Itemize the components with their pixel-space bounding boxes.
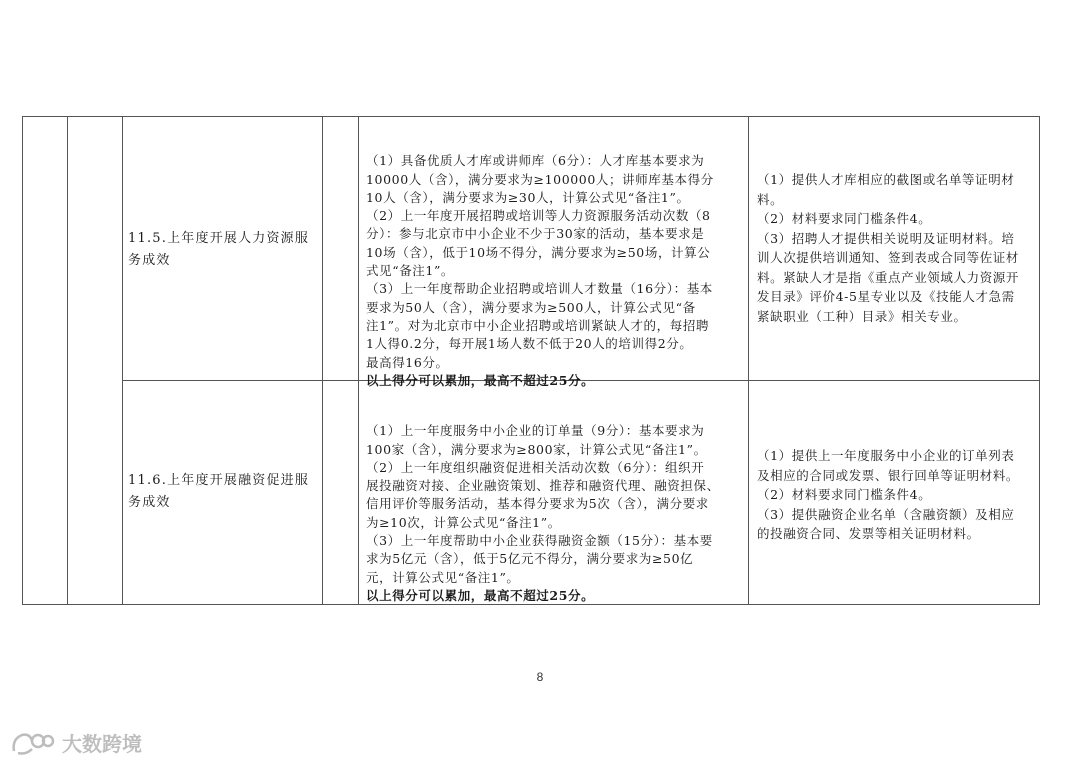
row-2-criteria-text: （1）上一年度服务中小企业的订单量（9分）：基本要求为 100家（含），满分要求为≥800家，计算公式见“备注1”。 （2）上一年度组织融资促进相关活动次数（6分）：组织开 展投融资对接、企业融资策划、推荐和融资代理、融资担保、 信用评价等服务活动，基本得分要求为5次（含），满分要求 为≥10次，计算公式见“备注1”。 （3）上一年度帮助中小企业获得融资金额（15分）：基本要 求为5亿元（含），低于5亿元不得分，满分要求为≥50亿 元，计算公式见“备注1”。 bbox=[366, 423, 720, 585]
row-2-criteria-summary: 以上得分可以累加，最高不超过25分。 bbox=[366, 587, 595, 603]
row-1-materials: （1）提供人才库相应的截图或名单等证明材 料。 （2）材料要求同门槛条件4。 （3）招聘人才提供相关说明及证明材料。培 训人次提供培训通知、签到表或合同等佐证材 料。紧缺人才是指《重点产业领域人力资源开 发目录》评价4-5星专业以及《技能人才急需 紧缺职业（工种）目录》相关专业。 bbox=[757, 172, 1020, 324]
col-border-0 bbox=[22, 116, 23, 605]
row-2-item-label: 11.6.上年度开展融资促进服 务成效 bbox=[128, 473, 310, 510]
page-number: 8 bbox=[536, 670, 544, 684]
row-1-criteria-text: （1）具备优质人才库或讲师库（6分）：人才库基本要求为 10000人（含），满分要求为≥100000人；讲师库基本得分 10人（含），满分要求为≥30人，计算公式见“备注1”。 （2）上一年度开展招聘或培训等人力资源服务活动次数（8 分）：参与北京市中小企业不少于30家的活动，基本要求是 10场（含），低于10场不得分，满分要求为≥50场，计算公 式见“备注1”。 （3）上一年度帮助企业招聘或培训人才数量（16分）：基本 要求为50人（含），满分要求为≥500人，计算公式见“备 注1”。对为北京市中小企业招聘或培训紧缺人才的，每招聘 1人得0.2分，每开展1场人数不低于20人的培训得2分。 最高得16分。 bbox=[366, 153, 714, 370]
row-1-criteria-summary: 以上得分可以累加，最高不超过25分。 bbox=[366, 372, 595, 388]
col-border-3 bbox=[322, 116, 323, 605]
col-border-1 bbox=[67, 116, 68, 605]
row-1-criteria bbox=[366, 134, 746, 408]
row-2-criteria bbox=[366, 404, 746, 624]
watermark bbox=[10, 728, 142, 757]
brand-logo-icon bbox=[10, 729, 56, 757]
col-border-6 bbox=[1039, 116, 1040, 605]
row-1-item-label: 11.5.上年度开展人力资源服 务成效 bbox=[128, 231, 310, 268]
col-border-2 bbox=[122, 116, 123, 605]
watermark-text: 大数跨境 bbox=[62, 732, 142, 756]
row-2-materials: （1）提供上一年度服务中小企业的订单列表 及相应的合同或发票、银行回单等证明材料。 （2）材料要求同门槛条件4。 （3）提供融资企业名单（含融资额）及相应 的投融资合同、发票等相关证明材料。 bbox=[757, 448, 1020, 541]
col-border-5 bbox=[748, 116, 749, 605]
col-border-4 bbox=[358, 116, 359, 605]
table-top-border bbox=[22, 116, 1040, 117]
